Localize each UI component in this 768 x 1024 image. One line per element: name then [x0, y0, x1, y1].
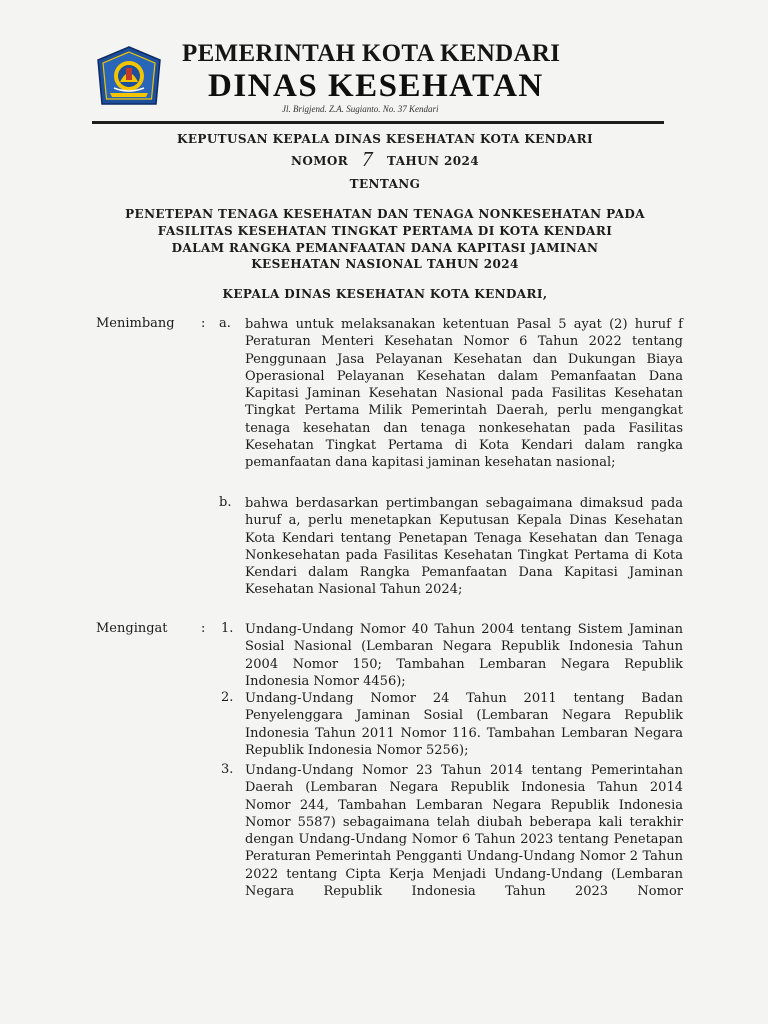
kendari-city-emblem-logo [96, 46, 162, 108]
subject-line: PENETEPAN TENAGA KESEHATAN DAN TENAGA NONKESEHATAN PADA [125, 207, 645, 221]
item-marker: 2. [221, 690, 234, 705]
consideration-paragraph: bahwa untuk melaksanakan ketentuan Pasal 5 ayat (2) huruf f Peraturan Menteri Kesehatan Nomor 6 Tahun 2022 tentang Penggunaan Jasa Pelayanan Kesehatan dan Dukungan Biaya Operasional Pelayanan Kesehatan dalam Pemanfaatan Dana Kapitasi Jaminan Kesehatan Nasional pada Fasilitas Kesehatan Tingkat Pertama Milik Pemerintah Daerah, perlu mengangkat tenaga kesehatan dan tenaga nonkesehatan pada Fasilitas Kesehatan Tingkat Pertama di Kota Kendari dalam rangka pemanfaatan dana kapitasi jaminan kesehatan nasional; [245, 317, 683, 471]
year-label: TAHUN 2024 [387, 154, 479, 168]
government-name: PEMERINTAH KOTA KENDARI [182, 40, 561, 67]
decree-title: KEPUTUSAN KEPALA DINAS KESEHATAN KOTA KENDARI [177, 132, 593, 146]
about-heading: TENTANG [349, 177, 421, 191]
item-marker: 3. [221, 762, 234, 777]
handwritten-number: 7 [362, 147, 374, 171]
letterhead-divider [92, 121, 664, 124]
item-marker: b. [219, 495, 232, 510]
agency-name: DINAS KESEHATAN [208, 68, 544, 104]
item-marker: 1. [221, 621, 234, 636]
subject-line: FASILITAS KESEHATAN TINGKAT PERTAMA DI KOTA KENDARI [157, 224, 613, 238]
legal-basis-paragraph: Undang-Undang Nomor 40 Tahun 2004 tentang Sistem Jaminan Sosial Nasional (Lembaran Negara Republik Indonesia Tahun 2004 Nomor 150; Tambahan Lembaran Negara Republik Indonesia Nomor 4456); [245, 622, 683, 689]
mengingat-colon: : [201, 621, 206, 636]
consideration-paragraph: bahwa berdasarkan pertimbangan sebagaimana dimaksud pada huruf a, perlu menetapkan Keputusan Kepala Dinas Kesehatan Kota Kendari tentang Penetapan Tenaga Kesehatan dan Tenaga Nonkesehatan pada Fasilitas Kesehatan Tingkat Pertama di Kota Kendari dalam Rangka Pemanfaatan Dana Kapitasi Jaminan Kesehatan Nasional Tahun 2024; [245, 496, 683, 598]
legal-basis-paragraph: Undang-Undang Nomor 24 Tahun 2011 tentang Badan Penyelenggara Jaminan Sosial (Lembaran Negara Republik Indonesia Tahun 2011 Nomor 116. Tambahan Lembaran Negara Republik Indonesia Nomor 5256); [245, 691, 683, 758]
agency-address: Jl. Brigjend. Z.A. Sugianto. No. 37 Kendari [282, 104, 439, 114]
menimbang-label: Menimbang [96, 316, 175, 331]
item-marker: a. [219, 316, 231, 331]
subject-line: DALAM RANGKA PEMANFAATAN DANA KAPITASI JAMINAN [171, 241, 599, 255]
legal-basis-paragraph: Undang-Undang Nomor 23 Tahun 2014 tentang Pemerintahan Daerah (Lembaran Negara Republik Indonesia Tahun 2014 Nomor 244, Tambahan Lembaran Negara Republik Indonesia Nomor 5587) sebagaimana telah diubah beberapa kali terakhir dengan Undang-Undang Nomor 6 Tahun 2023 tentang Penetapan Peraturan Pemerintah Pengganti Undang-Undang Nomor 2 Tahun 2022 tentang Cipta Kerja Menjadi Undang-Undang (Lembaran Negara Republik Indonesia Tahun 2023 Nomor [245, 763, 683, 900]
decree-number-line [92, 146, 678, 171]
issuer-heading: KEPALA DINAS KESEHATAN KOTA KENDARI, [222, 287, 548, 301]
number-label: NOMOR [291, 154, 349, 168]
mengingat-label: Mengingat [96, 621, 168, 636]
subject-line: KESEHATAN NASIONAL TAHUN 2024 [251, 257, 519, 271]
menimbang-colon: : [201, 316, 206, 331]
